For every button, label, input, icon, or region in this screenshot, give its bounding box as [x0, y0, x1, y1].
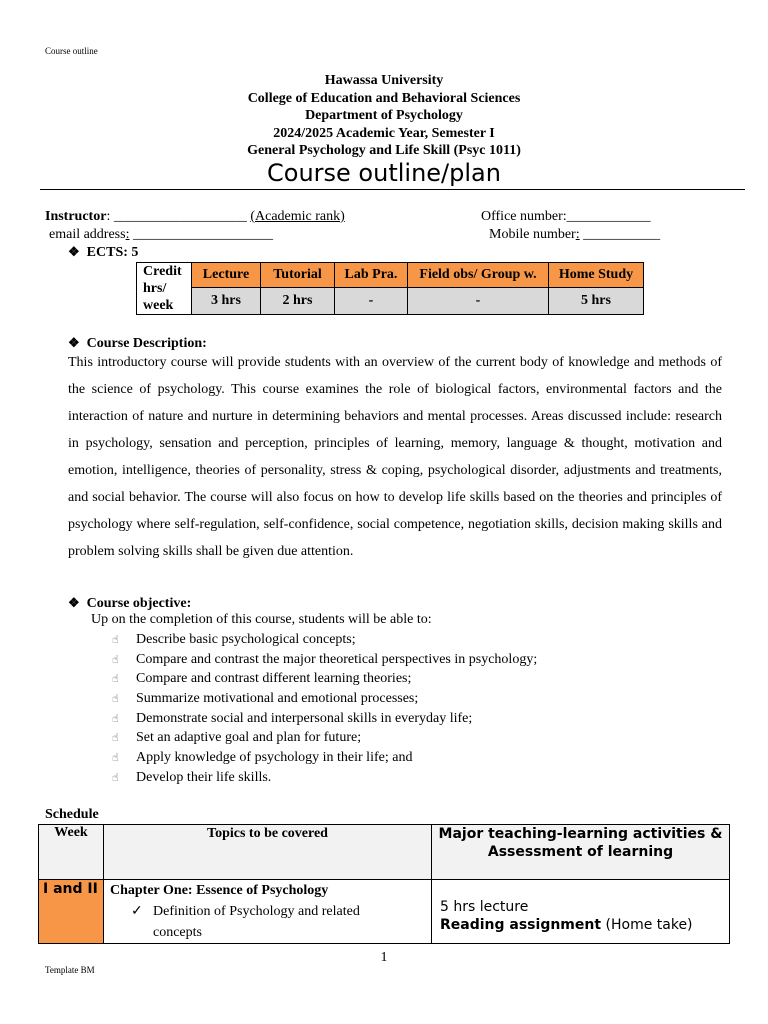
- ects-table: [136, 262, 644, 315]
- mobile-number-blank: ___________: [579, 227, 661, 242]
- schedule-table: [38, 824, 730, 944]
- ects-value-tutorial: 2 hrs: [261, 288, 335, 315]
- mobile-number-colon: :: [575, 227, 580, 242]
- ects-label: ECTS: 5: [86, 245, 139, 260]
- title-rule: [40, 189, 745, 190]
- email-blank: ____________________: [129, 227, 273, 242]
- mobile-number-label: Mobile number: [489, 227, 576, 242]
- ects-header-row: [137, 263, 644, 288]
- ects-header-field: Field obs/ Group w.: [408, 263, 549, 288]
- diamond-bullet-icon: ❖: [68, 244, 80, 259]
- pointing-hand-icon: ☝: [112, 653, 119, 666]
- topic-item-continued: concepts: [153, 925, 202, 940]
- instructor-line: [45, 209, 345, 225]
- table-row: [39, 880, 730, 944]
- academic-rank: (Academic rank): [250, 209, 345, 224]
- objective-item: ☝ Set an adaptive goal and plan for future;: [112, 730, 362, 745]
- pointing-hand-icon: ☝: [112, 771, 119, 784]
- email-line: [49, 227, 273, 243]
- schedule-col-topics: Topics to be covered: [104, 825, 432, 880]
- objective-heading: ❖ Course objective:: [68, 595, 192, 611]
- office-number-blank: ____________: [566, 209, 651, 224]
- college-name: College of Education and Behavioral Sciences: [247, 90, 521, 106]
- objective-item: ☝ Compare and contrast the major theoretical perspectives in psychology;: [112, 652, 538, 667]
- schedule-heading: Schedule: [45, 807, 99, 822]
- schedule-week-cell: I and II: [39, 880, 104, 944]
- ects-header-lecture: Lecture: [192, 263, 261, 288]
- objective-intro: Up on the completion of this course, students will be able to:: [91, 612, 432, 627]
- instructor-blank: ___________________: [113, 209, 247, 224]
- diamond-bullet-icon: ❖: [68, 595, 80, 610]
- description-heading: ❖ Course Description:: [68, 335, 207, 351]
- document-title: Course outline/plan: [267, 159, 501, 187]
- ects-value-home-study: 5 hrs: [549, 288, 644, 315]
- mobile-number-line: [489, 227, 660, 243]
- pointing-hand-icon: ☝: [112, 692, 119, 705]
- institution-heading: [0, 72, 768, 160]
- description-text: This introductory course will provide students with an overview of the current body of knowledge and methods of the science of psychology. This course examines the role of biological factors, environmental factors and the interaction of nature and nurture in determining behaviors and mental processes. Areas discussed include: research in psychology, sensation and perception, principles of learning, memory, language & thought, motivation and emotion, intelligence, theories of personality, stress & coping, psychological disorder, adjustments and treatments, and social behavior. The course will also focus on how to develop life skills based on the theories and principles of psychology where self-regulation, self-confidence, social competence, negotiation skills, decision making skills and problem solving skills shall be given due attention.: [68, 355, 722, 559]
- objective-item: ☝ Summarize motivational and emotional processes;: [112, 691, 419, 706]
- ects-line: [68, 244, 138, 261]
- activity-reading: Reading assignment (Home take): [440, 917, 693, 933]
- ects-value-lecture: 3 hrs: [192, 288, 261, 315]
- university-name: Hawassa University: [324, 73, 444, 88]
- page-number: 1: [380, 950, 388, 965]
- page-header: Course outline: [45, 46, 98, 56]
- objective-item: ☝ Develop their life skills.: [112, 770, 272, 785]
- pointing-hand-icon: ☝: [112, 751, 119, 764]
- diamond-bullet-icon: ❖: [68, 335, 80, 350]
- chapter-title: Chapter One: Essence of Psychology: [110, 883, 329, 898]
- pointing-hand-icon: ☝: [112, 731, 119, 744]
- course-name: General Psychology and Life Skill (Psyc 1011): [247, 143, 521, 158]
- academic-year: 2024/2025 Academic Year, Semester I: [273, 125, 495, 141]
- email-colon: :: [125, 227, 130, 242]
- objective-item: ☝ Apply knowledge of psychology in their life; and: [112, 750, 413, 765]
- office-number-line: [481, 209, 651, 225]
- schedule-activities-cell: [432, 880, 730, 944]
- pointing-hand-icon: ☝: [112, 712, 119, 725]
- ects-value-lab: -: [335, 288, 408, 315]
- schedule-col-week: Week: [39, 825, 104, 880]
- pointing-hand-icon: ☝: [112, 633, 119, 646]
- instructor-label: Instructor: [45, 209, 107, 224]
- schedule-topic-cell: [104, 880, 432, 944]
- ects-header-home-study: Home Study: [549, 263, 644, 288]
- office-number-label: Office number:: [481, 209, 567, 224]
- email-label: email address: [49, 227, 126, 242]
- page-footer: Template BM: [45, 965, 95, 975]
- credit-hours-label: Credit hrs/ week: [137, 263, 192, 315]
- ects-value-row: [137, 288, 644, 315]
- topic-item: ✓ Definition of Psychology and related: [110, 901, 425, 922]
- objective-item: ☝ Describe basic psychological concepts;: [112, 632, 356, 647]
- department-name: Department of Psychology: [305, 108, 463, 123]
- checkmark-icon: ✓: [131, 904, 143, 919]
- ects-value-field: -: [408, 288, 549, 315]
- schedule-header-row: [39, 825, 730, 880]
- instructor-colon: :: [106, 209, 114, 224]
- ects-header-tutorial: Tutorial: [261, 263, 335, 288]
- objective-item: ☝ Compare and contrast different learning theories;: [112, 671, 412, 686]
- ects-header-lab: Lab Pra.: [335, 263, 408, 288]
- objective-item: ☝ Demonstrate social and interpersonal skills in everyday life;: [112, 711, 473, 726]
- schedule-col-activities: Major teaching-learning activities & Assessment of learning: [432, 825, 730, 880]
- activity-lecture: 5 hrs lecture: [440, 899, 529, 915]
- pointing-hand-icon: ☝: [112, 672, 119, 685]
